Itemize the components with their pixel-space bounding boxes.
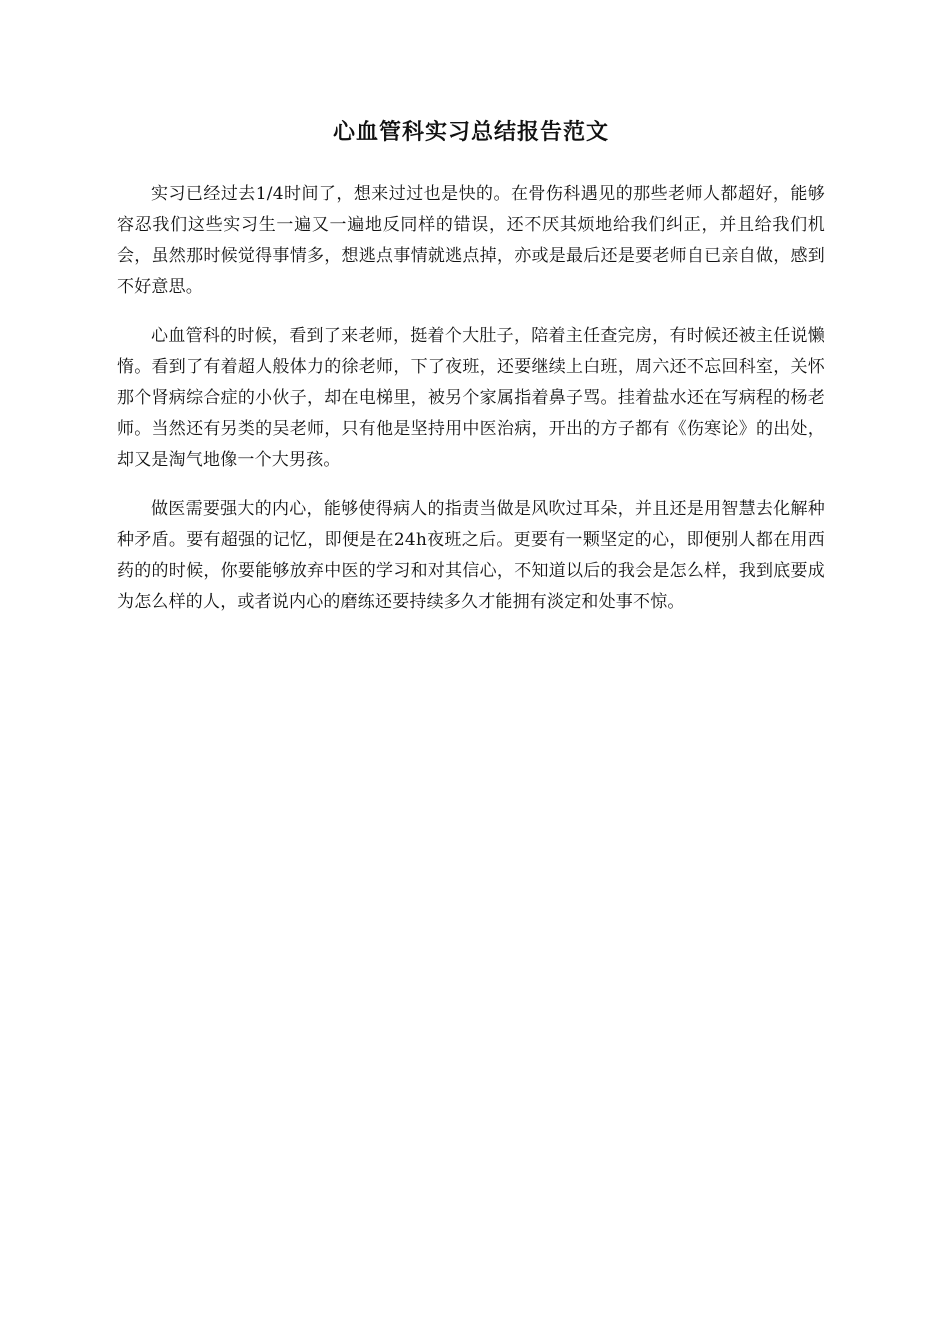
paragraph-1: 实习已经过去1/4时间了，想来过过也是快的。在骨伤科遇见的那些老师人都超好，能够容忍我们这些实习生一遍又一遍地反同样的错误，还不厌其烦地给我们纠正，并且给我们机会，虽然那时候觉得事情多，想逃点事情就逃点掉，亦或是最后还是要老师自已亲自做，感到不好意思。 bbox=[117, 184, 825, 297]
paragraph-3: 做医需要强大的内心，能够使得病人的指责当做是风吹过耳朵，并且还是用智慧去化解种种矛盾。要有超强的记忆，即便是在24h夜班之后。更要有一颗坚定的心，即便别人都在用西药的的时候，你要能够放弃中医的学习和对其信心，不知道以后的我会是怎么样，我到底要成为怎么样的人，或者说内心的磨练还要持续多久才能拥有淡定和处事不惊。 bbox=[117, 499, 825, 612]
document-title: 心血管科实习总结报告范文 bbox=[332, 120, 609, 145]
paragraph-2: 心血管科的时候，看到了来老师，挺着个大肚子，陪着主任查完房，有时候还被主任说懒惰。看到了有着超人般体力的徐老师，下了夜班，还要继续上白班，周六还不忘回科室，关怀那个肾病综合症的小伙子，却在电梯里，被另个家属指着鼻子骂。挂着盐水还在写病程的杨老师。当然还有另类的吴老师，只有他是坚持用中医治病，开出的方子都有《伤寒论》的出处，却又是淘气地像一个大男孩。 bbox=[117, 326, 825, 470]
